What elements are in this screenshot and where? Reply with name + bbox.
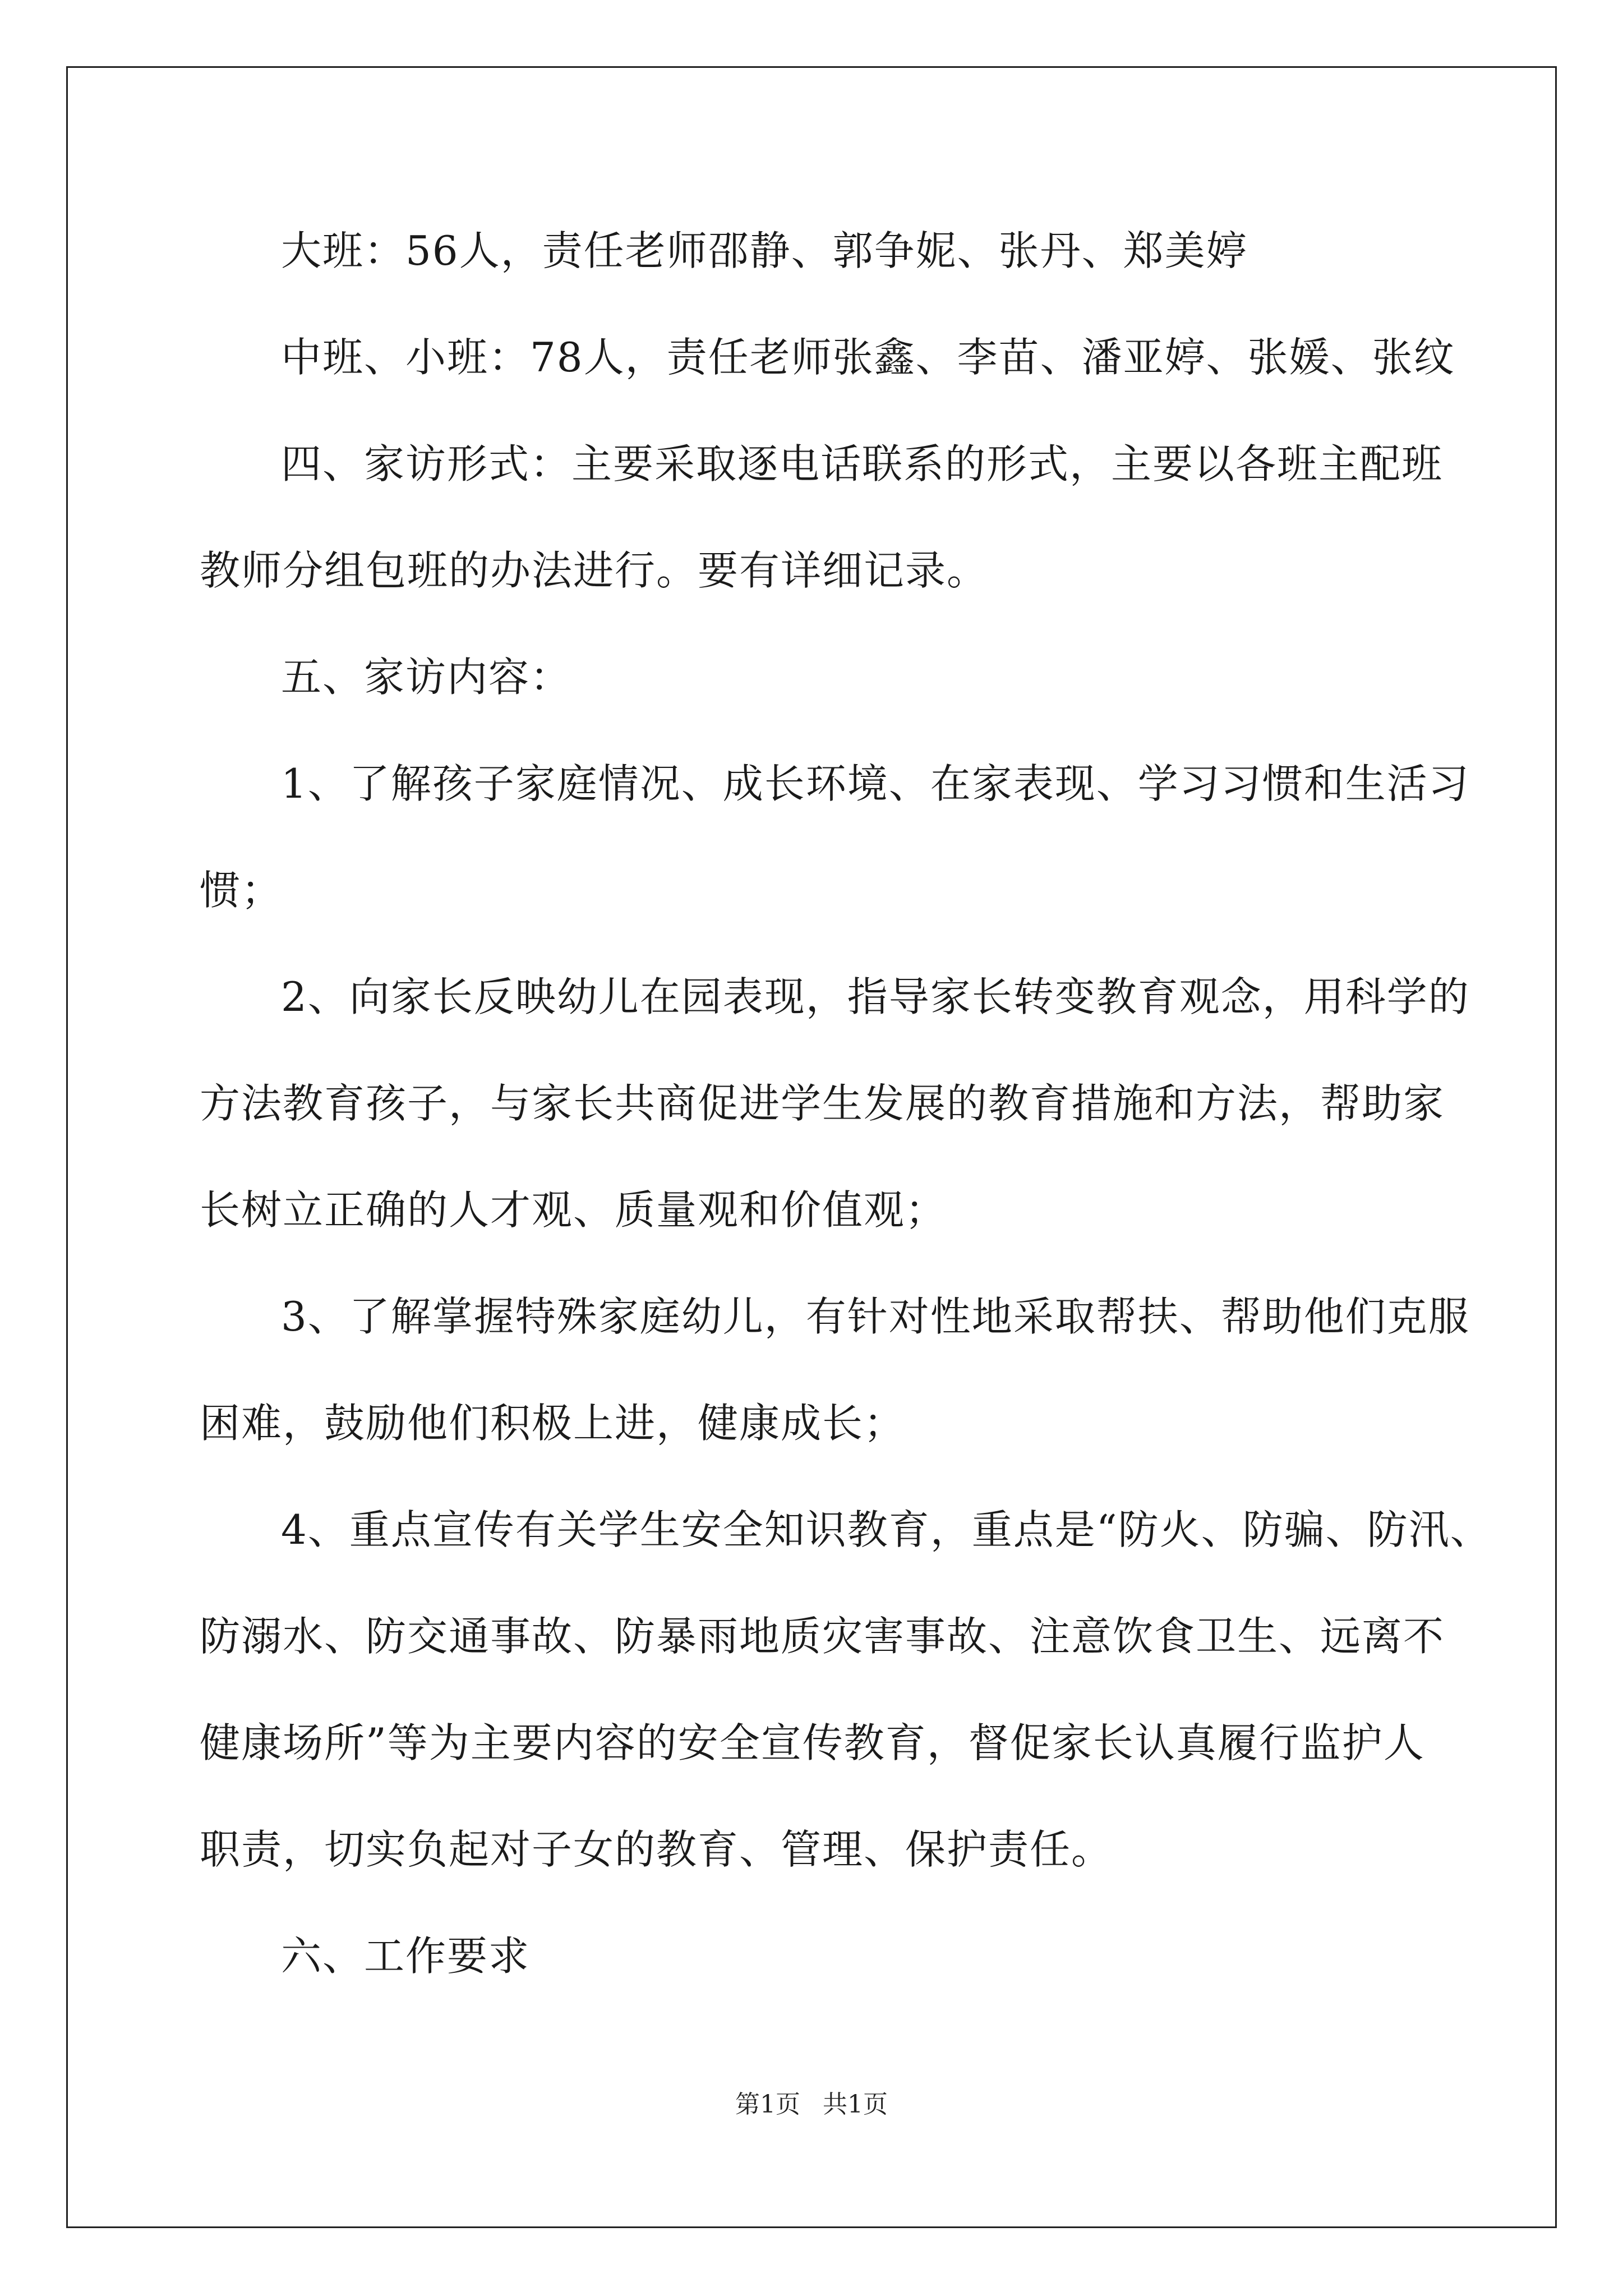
section-heading: 六、工作要求 xyxy=(281,1932,531,1980)
text-line: 职责，切实负起对子女的教育、管理、保护责任。 xyxy=(200,1826,1113,1873)
text-line: 长树立正确的人才观、质量观和价值观； xyxy=(200,1186,947,1234)
text-line: 教师分组包班的办法进行。要有详细记录。 xyxy=(200,547,989,594)
text-line: 1、了解孩子家庭情况、成长环境、在家表现、学习习惯和生活习 xyxy=(281,760,1470,807)
text-line: 健康场所”等为主要内容的安全宣传教育，督促家长认真履行监护人 xyxy=(200,1719,1425,1766)
page-number: 第1页 xyxy=(735,2090,800,2119)
text-line: 方法教育孩子，与家长共商促进学生发展的教育措施和方法，帮助家 xyxy=(200,1080,1445,1127)
text-line: 防溺水、防交通事故、防暴雨地质灾害事故、注意饮食卫生、远离不 xyxy=(200,1613,1445,1660)
text-line: 3、了解掌握特殊家庭幼儿，有针对性地采取帮扶、帮助他们克服 xyxy=(281,1293,1470,1340)
section-heading: 五、家访内容： xyxy=(281,654,572,701)
page-total: 共1页 xyxy=(823,2090,888,2119)
page-border xyxy=(66,66,1557,2228)
text-line: 困难，鼓励他们积极上进，健康成长； xyxy=(200,1400,906,1447)
text-line: 4、重点宣传有关学生安全知识教育，重点是“防火、防骗、防汛、 xyxy=(281,1506,1492,1553)
text-line: 大班：56人，责任老师邵静、郭争妮、张丹、郑美婷 xyxy=(281,227,1248,274)
text-line: 2、向家长反映幼儿在园表现，指导家长转变教育观念，用科学的 xyxy=(281,973,1470,1020)
text-line: 中班、小班：78人，责任老师张鑫、李苗、潘亚婷、张媛、张纹 xyxy=(281,334,1455,381)
page-footer xyxy=(0,2088,1623,2122)
text-line: 惯； xyxy=(200,867,283,914)
text-line: 四、家访形式：主要采取逐电话联系的形式，主要以各班主配班 xyxy=(281,440,1444,487)
